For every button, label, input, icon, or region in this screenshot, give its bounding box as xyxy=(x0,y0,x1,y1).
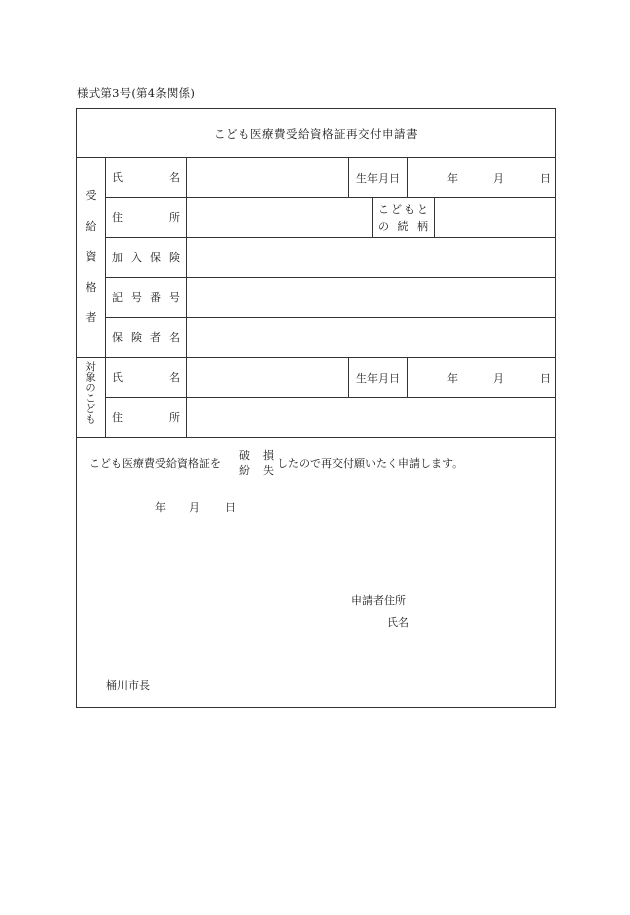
relation-label-line2: の 続 柄 xyxy=(378,220,428,233)
relation-field[interactable] xyxy=(436,200,554,234)
recipient-address-field[interactable] xyxy=(188,200,370,234)
statement-suffix: したので再交付願いたく申請します。 xyxy=(277,457,464,470)
birthdate-label-right-2 xyxy=(407,357,408,397)
form-title: こども医療費受給資格証再交付申請書 xyxy=(214,127,418,141)
recipient-name-field[interactable] xyxy=(188,162,346,194)
relation-label-right xyxy=(434,197,435,237)
symbol-number-label: 記 号 番 号 xyxy=(112,291,180,304)
recipient-birth-month: 月 xyxy=(493,172,504,185)
recipient-name-label: 氏 名 xyxy=(112,171,180,184)
relation-label-line1: こ ど も と xyxy=(378,203,428,216)
recipient-address-label: 住 所 xyxy=(112,211,180,224)
child-name-label: 氏 名 xyxy=(112,371,180,384)
row-divider-1 xyxy=(105,197,556,198)
child-group-label: 対象のこども xyxy=(84,361,96,424)
label-column-divider xyxy=(186,157,187,437)
application-date-year: 年 xyxy=(155,501,166,514)
insurer-name-label: 保 険 者 名 xyxy=(112,331,180,344)
child-birth-month: 月 xyxy=(493,372,504,385)
option-damaged-char1: 破 xyxy=(239,449,250,462)
option-lost-char1: 紛 xyxy=(239,464,250,477)
symbol-number-field[interactable] xyxy=(188,280,554,314)
row-divider-4 xyxy=(105,317,556,318)
application-date-day: 日 xyxy=(225,501,236,514)
birthdate-label-left-1 xyxy=(348,157,349,197)
row-divider-2 xyxy=(105,237,556,238)
application-date-month: 月 xyxy=(189,501,200,514)
applicant-address-label: 申請者住所 xyxy=(351,594,406,607)
child-name-field[interactable] xyxy=(188,362,346,394)
recipient-birth-day: 日 xyxy=(540,172,551,185)
child-address-label: 住 所 xyxy=(112,411,180,424)
recipient-birthdate-field[interactable] xyxy=(409,162,554,194)
child-birthdate-label: 生年月日 xyxy=(356,372,400,385)
birthdate-label-left-2 xyxy=(348,357,349,397)
child-birth-year: 年 xyxy=(447,372,458,385)
child-address-field[interactable] xyxy=(188,400,554,434)
insurance-field[interactable] xyxy=(188,240,554,274)
group-column-divider xyxy=(105,157,106,437)
insurer-name-field[interactable] xyxy=(188,320,554,354)
insurance-label: 加 入 保 険 xyxy=(112,251,180,264)
section-divider xyxy=(76,357,556,358)
statement-prefix: こども医療費受給資格証を xyxy=(89,457,221,470)
title-divider xyxy=(76,157,556,158)
child-birthdate-field[interactable] xyxy=(409,362,554,394)
relation-label-left xyxy=(372,197,373,237)
addressee: 桶川市長 xyxy=(106,679,150,692)
table-bottom-divider xyxy=(76,437,556,438)
form-number-label: 様式第3号(第4条関係) xyxy=(77,86,196,100)
applicant-name-label: 氏名 xyxy=(387,616,409,629)
recipient-birth-year: 年 xyxy=(447,172,458,185)
option-damaged-char2: 損 xyxy=(263,449,274,462)
recipient-birthdate-label: 生年月日 xyxy=(356,172,400,185)
row-divider-3 xyxy=(105,277,556,278)
option-lost-char2: 失 xyxy=(263,464,274,477)
child-birth-day: 日 xyxy=(540,372,551,385)
birthdate-label-right-1 xyxy=(407,157,408,197)
row-divider-5 xyxy=(105,397,556,398)
recipient-group-label: 受 給 資 格 者 xyxy=(85,189,97,324)
